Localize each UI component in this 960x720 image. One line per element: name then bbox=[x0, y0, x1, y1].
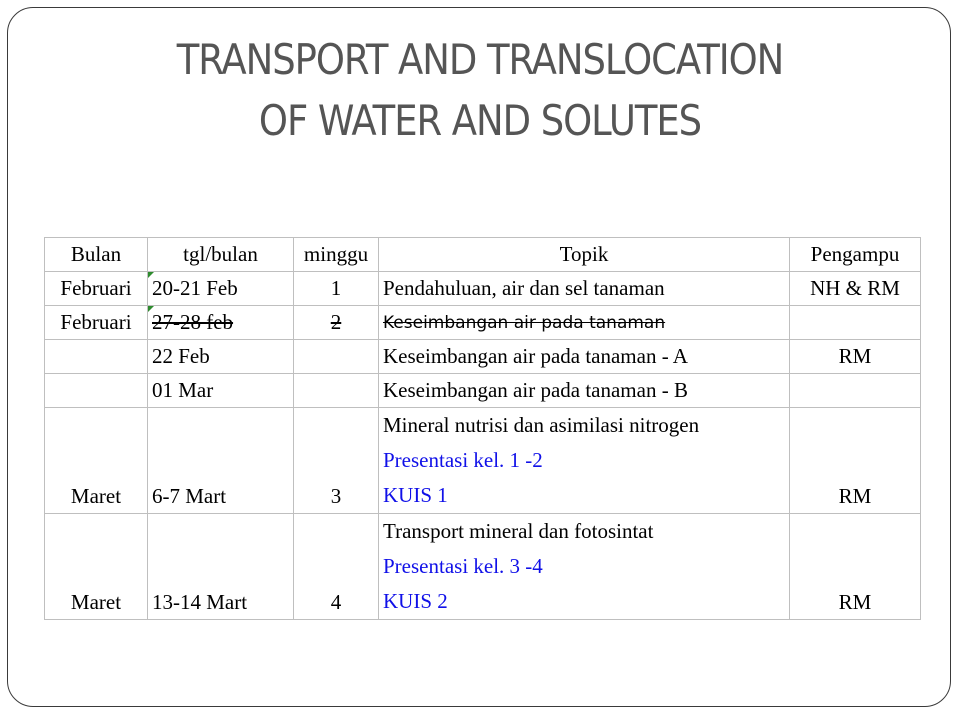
cell-topik: Keseimbangan air pada tanaman bbox=[379, 306, 790, 340]
topic-line-quiz: KUIS 2 bbox=[383, 589, 448, 613]
title-line-1: TRANSPORT AND TRANSLOCATION bbox=[176, 35, 784, 84]
cell-tgl: 22 Feb bbox=[148, 340, 294, 374]
cell-bulan: Februari bbox=[45, 306, 148, 340]
schedule-table bbox=[44, 237, 921, 620]
cell-tgl: 20-21 Feb bbox=[148, 272, 294, 306]
header-topik: Topik bbox=[379, 238, 790, 272]
cell-minggu: 4 bbox=[294, 514, 379, 620]
cell-bulan: Maret bbox=[45, 514, 148, 620]
cell-pengampu bbox=[790, 306, 921, 340]
topic-line-presentation: Presentasi kel. 3 -4 bbox=[383, 554, 543, 578]
cell-minggu: 1 bbox=[294, 272, 379, 306]
table-row bbox=[45, 408, 921, 514]
cell-pengampu bbox=[790, 374, 921, 408]
slide-title bbox=[58, 30, 903, 152]
table-row bbox=[45, 306, 921, 340]
cell-minggu bbox=[294, 374, 379, 408]
cell-pengampu: RM bbox=[790, 408, 921, 514]
cell-topik bbox=[379, 408, 790, 514]
cell-tgl: 6-7 Mart bbox=[148, 408, 294, 514]
cell-minggu bbox=[294, 340, 379, 374]
cell-tgl: 01 Mar bbox=[148, 374, 294, 408]
title-line-2: OF WATER AND SOLUTES bbox=[258, 95, 702, 145]
header-pengampu: Pengampu bbox=[790, 238, 921, 272]
header-bulan: Bulan bbox=[45, 238, 148, 272]
cell-topik: Pendahuluan, air dan sel tanaman bbox=[379, 272, 790, 306]
table-row bbox=[45, 272, 921, 306]
table-row bbox=[45, 340, 921, 374]
cell-bulan bbox=[45, 340, 148, 374]
cell-topik: Keseimbangan air pada tanaman - A bbox=[379, 340, 790, 374]
cell-tgl: 27-28 feb bbox=[148, 306, 294, 340]
table-header-row bbox=[45, 238, 921, 272]
cell-bulan bbox=[45, 374, 148, 408]
table-row bbox=[45, 374, 921, 408]
header-minggu: minggu bbox=[294, 238, 379, 272]
topic-line: Mineral nutrisi dan asimilasi nitrogen bbox=[383, 413, 700, 437]
cell-topik: Keseimbangan air pada tanaman - B bbox=[379, 374, 790, 408]
cell-tgl: 13-14 Mart bbox=[148, 514, 294, 620]
cell-bulan: Februari bbox=[45, 272, 148, 306]
table-row bbox=[45, 514, 921, 620]
cell-pengampu: RM bbox=[790, 340, 921, 374]
cell-pengampu: NH & RM bbox=[790, 272, 921, 306]
cell-minggu: 2 bbox=[294, 306, 379, 340]
topic-line: Transport mineral dan fotosintat bbox=[383, 519, 654, 543]
topic-line-quiz: KUIS 1 bbox=[383, 483, 448, 507]
cell-topik bbox=[379, 514, 790, 620]
cell-pengampu: RM bbox=[790, 514, 921, 620]
cell-bulan: Maret bbox=[45, 408, 148, 514]
topic-line-presentation: Presentasi kel. 1 -2 bbox=[383, 448, 543, 472]
header-tgl: tgl/bulan bbox=[148, 238, 294, 272]
cell-minggu: 3 bbox=[294, 408, 379, 514]
